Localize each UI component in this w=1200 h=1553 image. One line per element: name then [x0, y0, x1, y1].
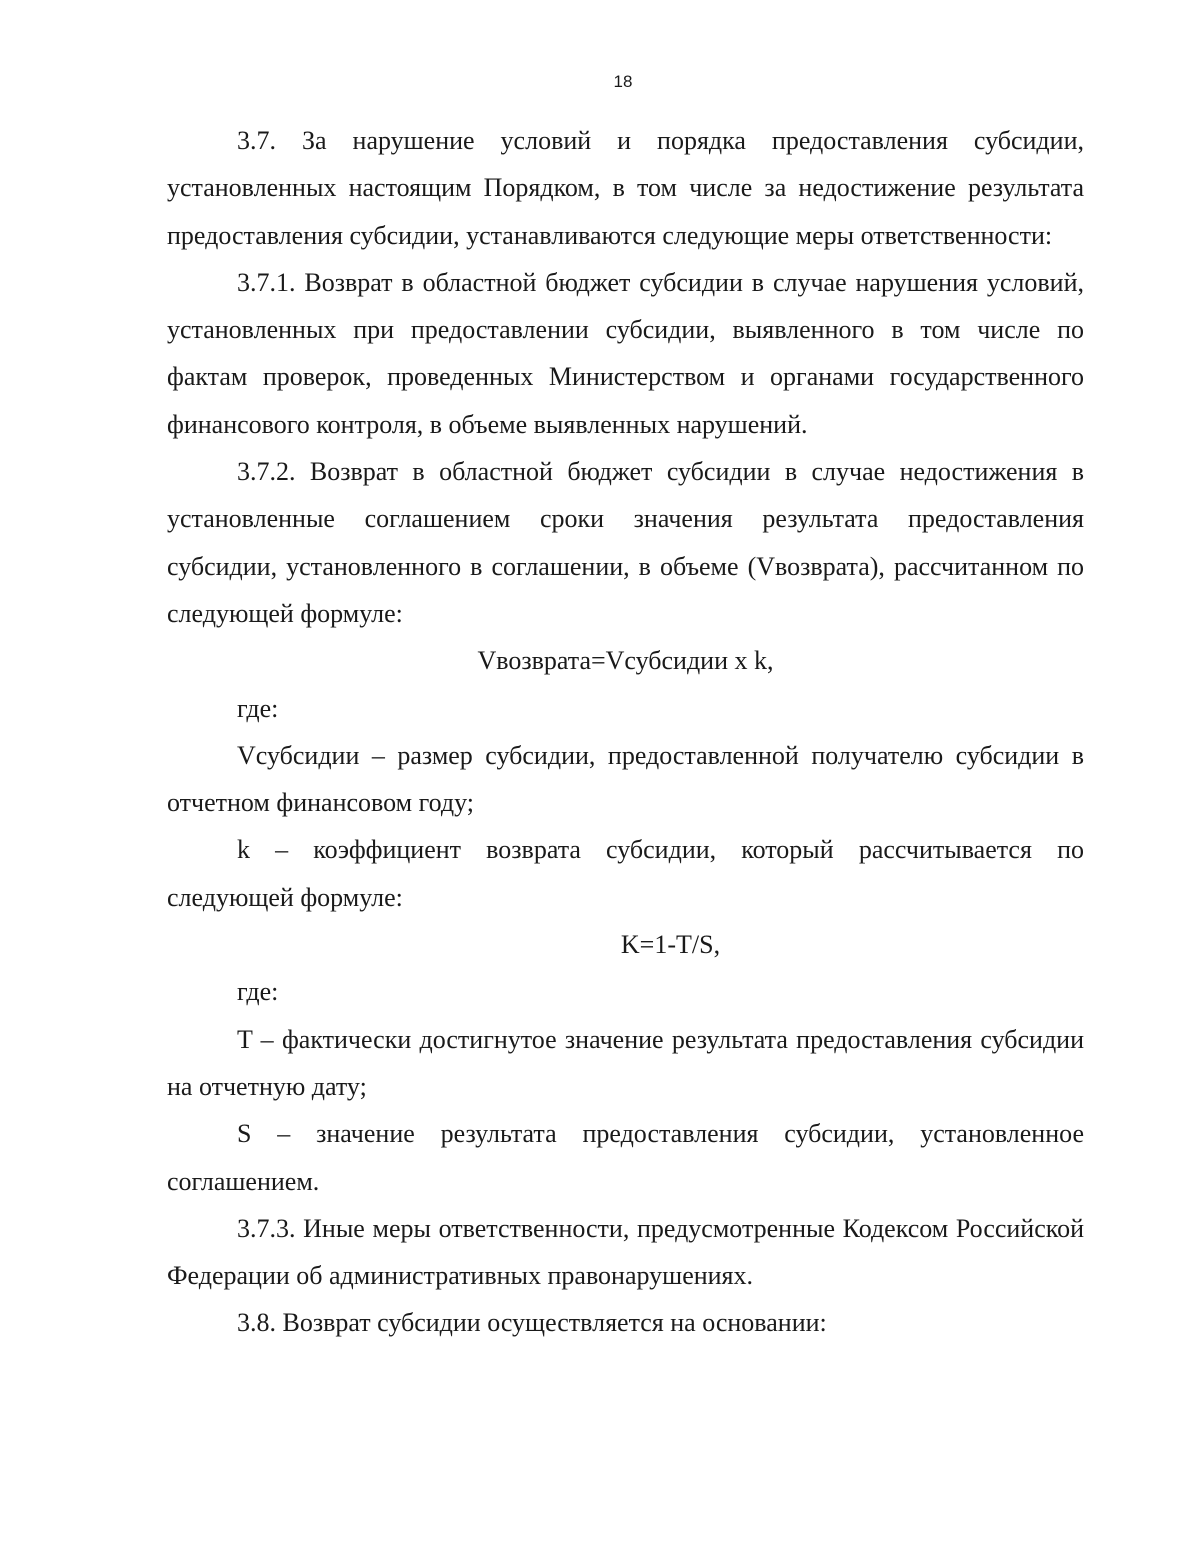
paragraph-3-7-1: 3.7.1. Возврат в областной бюджет субсидии в случае нарушения условий, установленных при предоставлении субсидии, выявленного в том числе по фактам проверок, проведенных Министерством и органами государственного финансового контроля, в объеме выявленных нарушений. [167, 267, 1084, 439]
definition-t: T – фактически достигнутое значение результата предоставления субсидии на отчетную дату; [167, 1024, 1084, 1101]
definition-k: k – коэффициент возврата субсидии, который рассчитывается по следующей формуле: [167, 835, 1084, 912]
formula-refund-volume: Vвозврата=Vсубсидии x k, [477, 646, 774, 676]
paragraph-3-7: 3.7. За нарушение условий и порядка предоставления субсидии, установленных настоящим Порядком, в том числе за недостижение результата предоставления субсидии, устанавливаются следующие меры ответственности: [167, 126, 1084, 250]
paragraph-3-8: 3.8. Возврат субсидии осуществляется на основании: [237, 1308, 827, 1338]
definition-v-subsidy: Vсубсидии – размер субсидии, предоставленной получателю субсидии в отчетном финансовом году; [167, 740, 1084, 818]
definition-s: S – значение результата предоставления субсидии, установленное соглашением. [167, 1119, 1084, 1196]
page-number: 18 [613, 72, 633, 91]
where-label-2: где: [237, 977, 279, 1007]
formula-coefficient: K=1-T/S, [620, 930, 721, 960]
paragraph-3-7-3: 3.7.3. Иные меры ответственности, предусмотренные Кодексом Российской Федерации об административных правонарушениях. [167, 1213, 1084, 1291]
document-body [167, 117, 1084, 1347]
paragraph-3-7-2: 3.7.2. Возврат в областной бюджет субсидии в случае недостижения в установленные соглашением сроки значения результата предоставления субсидии, установленного в соглашении, в объеме (Vвозврата), рассчитанном по следующей формуле: [167, 457, 1084, 628]
where-label-1: где: [237, 693, 279, 723]
